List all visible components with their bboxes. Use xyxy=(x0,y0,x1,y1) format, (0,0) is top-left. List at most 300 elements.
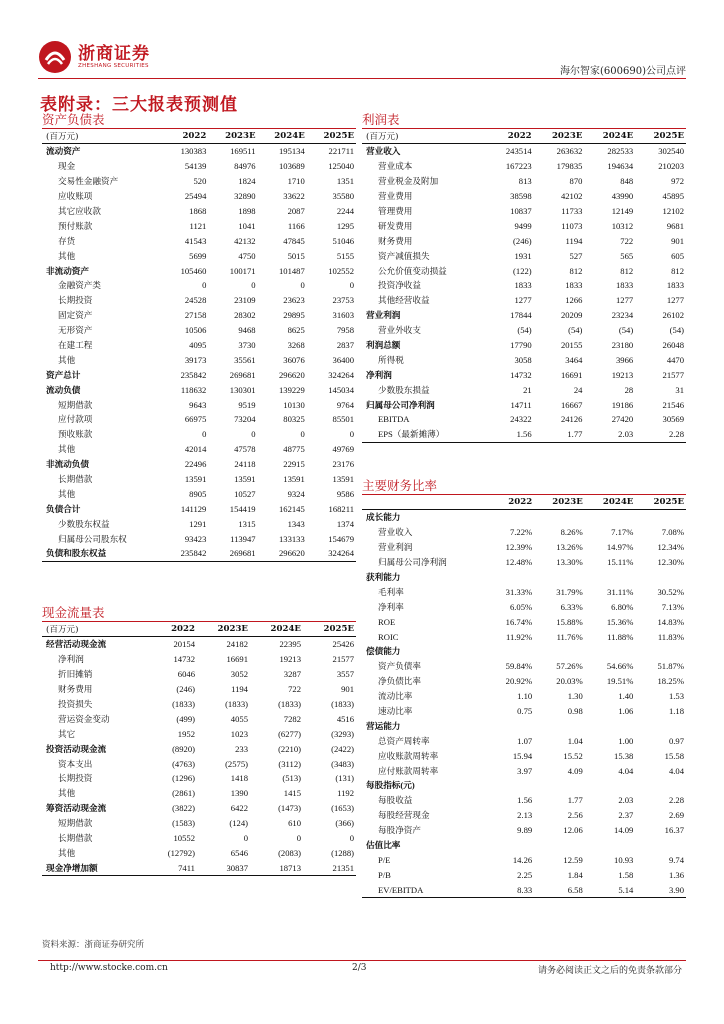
row-label: 其他 xyxy=(58,354,76,365)
table-cell: 54139 xyxy=(184,161,207,172)
table-cell: 3287 xyxy=(283,669,301,680)
table-cell: 1.58 xyxy=(618,869,634,880)
table-cell: 11.83% xyxy=(657,631,684,642)
table-row xyxy=(42,263,356,278)
table-cell: 35561 xyxy=(234,354,256,365)
table-cell xyxy=(489,838,534,853)
table-cell xyxy=(585,510,636,525)
table-cell: 243514 xyxy=(505,146,532,157)
table-row xyxy=(42,323,356,338)
table-cell: 1.04 xyxy=(567,735,583,746)
table-cell: 1931 xyxy=(514,250,532,261)
table-cell: 167223 xyxy=(505,161,532,172)
header-divider xyxy=(38,78,686,79)
row-label: P/E xyxy=(378,854,391,865)
table-cell: 4516 xyxy=(336,713,354,724)
row-label: 其他 xyxy=(58,488,76,499)
year-header: 2023E xyxy=(217,624,248,634)
table-cell: 73204 xyxy=(234,414,256,425)
table-cell xyxy=(534,570,585,585)
table-cell: 324264 xyxy=(328,369,354,380)
table-cell: 24118 xyxy=(234,459,256,470)
table-cell: (499) xyxy=(176,713,195,724)
table-row xyxy=(42,860,356,875)
table-cell: 1166 xyxy=(287,220,305,231)
row-label: 非流动资产 xyxy=(46,265,89,276)
row-label: 营业成本 xyxy=(378,161,413,172)
table-cell: 722 xyxy=(288,684,301,695)
unit-header: (百万元) xyxy=(366,132,399,142)
table-cell: 19186 xyxy=(611,399,634,410)
disclaimer-note: 请务必阅读正文之后的免责条款部分 xyxy=(537,966,682,976)
table-row xyxy=(362,525,686,540)
table-cell: 14732 xyxy=(173,654,195,665)
row-label: 其他 xyxy=(58,847,76,858)
table-cell xyxy=(489,510,534,525)
table-cell: 23176 xyxy=(332,459,354,470)
year-header: 2023E xyxy=(552,497,583,507)
table-cell xyxy=(635,778,686,793)
table-cell: 8.26% xyxy=(560,527,583,538)
row-label: 流动负债 xyxy=(46,384,81,395)
table-cell: 22915 xyxy=(283,459,305,470)
website-link[interactable]: http://www.stocke.com.cn xyxy=(50,963,168,973)
table-cell: 901 xyxy=(671,235,684,246)
table-cell: 103689 xyxy=(278,161,305,172)
table-cell: 36400 xyxy=(332,354,354,365)
table-cell: 5.14 xyxy=(618,884,634,895)
table-cell: 9643 xyxy=(189,399,207,410)
cash-flow-title: 现金流量表 xyxy=(42,604,356,622)
row-label: 投资活动现金流 xyxy=(46,743,107,754)
table-row xyxy=(362,248,686,263)
row-label: 归属母公司股东权 xyxy=(58,533,127,544)
table-row xyxy=(42,531,356,546)
ratios-table xyxy=(362,495,686,898)
row-label: 其它应收款 xyxy=(58,206,101,216)
table-row xyxy=(42,816,356,831)
table-cell: 324264 xyxy=(328,548,354,559)
table-row xyxy=(362,189,686,204)
table-row xyxy=(42,338,356,353)
row-label: 长期借款 xyxy=(58,474,93,485)
table-cell: (366) xyxy=(335,818,354,829)
table-cell: 11.76% xyxy=(556,631,583,642)
table-row xyxy=(362,674,686,689)
table-cell: 12.59 xyxy=(563,854,583,865)
row-label: 交易性金融资产 xyxy=(58,176,119,187)
row-label: 营业利润 xyxy=(366,310,401,321)
table-row xyxy=(42,233,356,248)
table-cell xyxy=(635,838,686,853)
table-cell: 195134 xyxy=(278,146,305,157)
table-cell: 6546 xyxy=(230,847,248,858)
table-row xyxy=(362,308,686,323)
table-cell: (246) xyxy=(513,235,532,246)
table-cell: 154679 xyxy=(328,533,354,544)
income-statement-table xyxy=(362,129,686,443)
table-cell: (1833) xyxy=(172,699,195,709)
table-row xyxy=(42,741,356,756)
table-cell: 6046 xyxy=(177,669,195,680)
year-header: 2023E xyxy=(225,131,256,141)
table-cell: 2087 xyxy=(287,206,305,216)
table-cell: 32890 xyxy=(234,191,256,202)
table-cell: 263632 xyxy=(556,146,583,157)
table-cell: 16691 xyxy=(226,654,248,665)
row-label: 其它 xyxy=(58,728,76,739)
row-label: P/B xyxy=(378,869,391,880)
brand-name-cn: 浙商证券 xyxy=(78,44,150,64)
table-cell: 1390 xyxy=(230,788,248,799)
table-cell xyxy=(534,644,585,659)
row-label: 短期借款 xyxy=(58,399,93,410)
row-label: 长期投资 xyxy=(58,295,93,306)
table-cell: 105460 xyxy=(180,265,207,276)
table-cell: 8625 xyxy=(287,325,305,336)
table-cell: 0 xyxy=(296,833,301,844)
table-cell: 1041 xyxy=(238,220,256,231)
table-cell: 7.22% xyxy=(509,527,533,538)
table-cell: 19213 xyxy=(279,654,301,665)
table-cell: 101487 xyxy=(278,265,305,276)
table-cell: 15.52 xyxy=(563,750,583,761)
table-cell: (54) xyxy=(517,325,532,336)
row-label: 营业收入 xyxy=(378,527,413,538)
table-row xyxy=(42,442,356,457)
table-cell: 10130 xyxy=(283,399,305,410)
row-label: 投资净收益 xyxy=(378,280,421,291)
table-row xyxy=(362,852,686,867)
table-cell: 1824 xyxy=(238,176,256,187)
table-row xyxy=(42,726,356,741)
table-cell: 10.93 xyxy=(614,854,634,865)
table-cell: (54) xyxy=(669,325,684,336)
row-label: 预付账款 xyxy=(58,220,93,231)
row-label: 每股经营现金 xyxy=(378,810,430,821)
table-row xyxy=(362,233,686,248)
table-row xyxy=(362,174,686,189)
table-cell: 57.26% xyxy=(556,661,583,672)
table-cell: 10837 xyxy=(510,206,532,216)
table-cell: 19213 xyxy=(611,369,634,380)
table-cell: 30569 xyxy=(662,414,684,425)
table-cell: 31.11% xyxy=(607,586,634,597)
table-cell: 210203 xyxy=(658,161,684,172)
footer-divider xyxy=(38,960,686,961)
row-label: EPS（最新摊薄） xyxy=(378,429,445,440)
row-label: 少数股东权益 xyxy=(58,518,110,529)
row-label: 所得税 xyxy=(378,354,404,365)
table-cell: 21546 xyxy=(662,399,684,410)
row-label: 现金 xyxy=(58,161,76,172)
table-cell: 0 xyxy=(300,429,305,440)
table-cell: 8905 xyxy=(189,488,207,499)
table-cell: 901 xyxy=(341,684,354,695)
table-cell: (2861) xyxy=(172,788,195,799)
table-cell: 4095 xyxy=(189,340,207,351)
table-cell: 20155 xyxy=(560,340,583,351)
table-cell: 139229 xyxy=(278,384,305,395)
cash-flow-section xyxy=(42,604,356,876)
table-cell: 9468 xyxy=(238,325,256,336)
table-cell: 2.69 xyxy=(668,810,684,821)
table-row xyxy=(42,367,356,382)
table-row xyxy=(42,831,356,846)
row-label: 营业税金及附加 xyxy=(378,176,439,187)
table-cell: (54) xyxy=(618,325,634,336)
row-label: 研发费用 xyxy=(378,220,413,231)
table-cell xyxy=(534,838,585,853)
table-cell: 22496 xyxy=(184,459,207,470)
table-cell xyxy=(534,778,585,793)
year-header: 2022 xyxy=(171,624,195,634)
table-cell: 1.77 xyxy=(567,429,583,440)
table-row xyxy=(362,718,686,733)
table-cell: (124) xyxy=(229,818,248,829)
table-row xyxy=(42,248,356,263)
table-row xyxy=(42,486,356,501)
table-cell: 1415 xyxy=(283,788,301,799)
table-cell: 4470 xyxy=(666,354,684,365)
row-label: 金融资产类 xyxy=(58,280,101,291)
table-cell: (1833) xyxy=(331,699,354,709)
year-header: 2022 xyxy=(508,497,533,507)
table-cell: 233 xyxy=(235,743,248,754)
row-label: 其他 xyxy=(58,250,76,261)
table-cell: (3112) xyxy=(278,758,301,769)
table-cell: 14732 xyxy=(510,369,532,380)
table-cell: 15.58 xyxy=(664,750,684,761)
table-cell: 2.25 xyxy=(517,869,533,880)
table-cell xyxy=(585,570,636,585)
row-label: 资本支出 xyxy=(58,758,93,769)
unit-header: (百万元) xyxy=(46,625,79,635)
table-cell: 48775 xyxy=(283,444,305,455)
table-cell: 16691 xyxy=(560,369,583,380)
row-label: 获利能力 xyxy=(366,572,401,582)
table-cell: 1.00 xyxy=(618,735,634,746)
table-cell: 1.07 xyxy=(517,735,533,746)
row-label: 无形资产 xyxy=(58,325,93,336)
table-row xyxy=(42,637,356,652)
table-cell: 23623 xyxy=(283,295,305,306)
row-label: 每股收益 xyxy=(378,795,413,806)
table-cell: 1351 xyxy=(336,176,354,187)
table-cell: (1833) xyxy=(278,699,301,709)
table-cell: 2.37 xyxy=(618,810,634,821)
table-cell: 2244 xyxy=(336,206,354,216)
table-cell: 5699 xyxy=(189,250,207,261)
table-cell: 7.13% xyxy=(661,601,684,612)
table-cell: 18.25% xyxy=(657,676,684,687)
table-cell: 282533 xyxy=(607,146,634,157)
year-header: 2025E xyxy=(323,624,354,634)
table-cell: 22395 xyxy=(279,639,301,650)
table-cell: (1473) xyxy=(278,803,301,814)
table-row xyxy=(42,278,356,293)
table-cell: 31.79% xyxy=(556,586,583,597)
brand-name-en: ZHESHANG SECURITIES xyxy=(78,63,149,69)
table-row xyxy=(42,159,356,174)
table-cell: 10312 xyxy=(611,220,634,231)
table-cell: 3058 xyxy=(514,354,532,365)
balance-sheet-table xyxy=(42,129,356,562)
table-cell: 1.56 xyxy=(517,795,533,806)
table-cell: 15.88% xyxy=(556,616,583,627)
table-cell: 102552 xyxy=(328,265,354,276)
year-header: 2024E xyxy=(602,497,634,507)
table-cell: 9.89 xyxy=(517,825,533,836)
table-cell: (513) xyxy=(282,773,301,784)
table-row xyxy=(42,756,356,771)
table-row xyxy=(362,599,686,614)
table-cell xyxy=(585,644,636,659)
table-cell: 848 xyxy=(620,176,634,187)
table-cell: 1374 xyxy=(336,518,354,529)
table-cell: 24126 xyxy=(560,414,583,425)
table-row xyxy=(362,412,686,427)
table-cell xyxy=(585,838,636,853)
table-cell: 3.90 xyxy=(668,884,684,895)
row-label: 净利润 xyxy=(366,369,392,380)
table-cell: 296620 xyxy=(278,548,305,559)
table-row xyxy=(42,397,356,412)
table-cell: 10506 xyxy=(184,325,207,336)
table-cell: 29895 xyxy=(283,310,305,321)
table-cell: 133133 xyxy=(278,533,305,544)
table-row xyxy=(362,540,686,555)
table-cell: 6.05% xyxy=(509,601,533,612)
table-cell: (1288) xyxy=(331,847,354,858)
year-header: 2024E xyxy=(270,624,301,634)
row-label: 应收账项 xyxy=(58,191,93,202)
table-cell: 51.87% xyxy=(657,661,684,672)
table-cell: 23753 xyxy=(332,295,354,306)
table-cell: 972 xyxy=(671,176,684,187)
table-row xyxy=(362,427,686,442)
unit-header xyxy=(362,495,489,510)
table-cell xyxy=(489,644,534,659)
table-cell: 1343 xyxy=(287,518,305,529)
row-label: 净负债比率 xyxy=(378,676,421,687)
table-cell: 20.03% xyxy=(556,676,583,687)
table-cell: 0.97 xyxy=(668,735,684,746)
table-cell: 235842 xyxy=(180,369,207,380)
row-label: 流动比率 xyxy=(378,691,413,702)
row-label: 营业外收支 xyxy=(378,325,421,336)
table-cell: 43990 xyxy=(611,191,634,202)
table-cell: 12102 xyxy=(662,206,684,216)
table-cell: 813 xyxy=(518,176,532,187)
table-row xyxy=(42,412,356,427)
table-cell: 49769 xyxy=(332,444,354,455)
row-label: 筹资活动现金流 xyxy=(46,803,107,814)
table-cell: 25426 xyxy=(332,639,354,650)
table-cell: 16.37 xyxy=(664,825,684,836)
table-cell: 41543 xyxy=(184,235,207,246)
table-cell: 269681 xyxy=(229,548,256,559)
row-label: EBITDA xyxy=(378,414,410,425)
table-cell: 13.26% xyxy=(556,542,583,553)
table-row xyxy=(362,614,686,629)
table-cell: 812 xyxy=(620,265,634,276)
table-cell: 9586 xyxy=(336,488,354,499)
row-label: 负债合计 xyxy=(46,503,81,514)
table-cell: 23180 xyxy=(611,340,634,351)
table-cell: 221711 xyxy=(328,146,354,157)
table-cell xyxy=(635,644,686,659)
row-label: 在建工程 xyxy=(58,340,93,351)
table-cell: 870 xyxy=(569,176,583,187)
table-cell: 42014 xyxy=(184,444,207,455)
table-header-row xyxy=(42,622,356,637)
table-cell xyxy=(489,570,534,585)
row-label: ROIC xyxy=(378,631,399,642)
table-cell: 13591 xyxy=(234,474,256,485)
table-cell: 3464 xyxy=(565,354,583,365)
table-cell: 27420 xyxy=(611,414,634,425)
table-cell: 17790 xyxy=(510,340,532,351)
table-row xyxy=(362,555,686,570)
row-label: 利润总额 xyxy=(366,340,401,351)
table-cell: 722 xyxy=(620,235,634,246)
zheshang-logo-icon xyxy=(38,40,72,74)
row-label: 长期投资 xyxy=(58,773,93,784)
table-cell: 13591 xyxy=(184,474,207,485)
table-cell: 9.74 xyxy=(668,854,684,865)
table-cell: 194634 xyxy=(607,161,634,172)
table-row xyxy=(362,352,686,367)
table-cell: (2210) xyxy=(278,743,301,754)
table-cell: 130383 xyxy=(180,146,207,157)
table-row xyxy=(362,144,686,159)
row-label: 偿债能力 xyxy=(366,646,401,657)
row-label: 营运能力 xyxy=(366,720,401,731)
table-cell: 1.18 xyxy=(668,706,684,717)
table-cell xyxy=(534,718,585,733)
row-label: 其他 xyxy=(58,788,76,799)
table-row xyxy=(42,472,356,487)
row-label: 每股净资产 xyxy=(378,825,421,836)
table-row xyxy=(42,427,356,442)
table-row xyxy=(42,457,356,472)
table-row xyxy=(362,278,686,293)
table-cell: 2.28 xyxy=(668,429,684,440)
year-header: 2022 xyxy=(507,131,532,141)
row-label: 营业费用 xyxy=(378,191,413,202)
table-cell: 16.74% xyxy=(505,616,533,627)
table-cell: 3966 xyxy=(616,354,634,365)
table-cell: 47578 xyxy=(234,444,256,455)
table-cell: 1277 xyxy=(666,295,684,306)
table-cell: 1277 xyxy=(616,295,634,306)
row-label: 负债和股东权益 xyxy=(46,548,107,559)
row-label: 其他经营收益 xyxy=(378,295,430,306)
ratios-section xyxy=(362,477,686,898)
table-cell: 5155 xyxy=(336,250,354,261)
unit-header: (百万元) xyxy=(46,132,79,142)
table-cell: 1295 xyxy=(336,220,354,231)
table-cell: 13591 xyxy=(283,474,305,485)
table-cell: 93423 xyxy=(184,533,207,544)
table-cell: 1.06 xyxy=(618,706,634,717)
table-row xyxy=(362,882,686,897)
row-label: 估值比率 xyxy=(366,840,401,851)
table-cell: 19.51% xyxy=(606,676,634,687)
table-cell: 1194 xyxy=(231,684,248,695)
document-title: 海尔智家(600690)公司点评 xyxy=(560,66,686,77)
